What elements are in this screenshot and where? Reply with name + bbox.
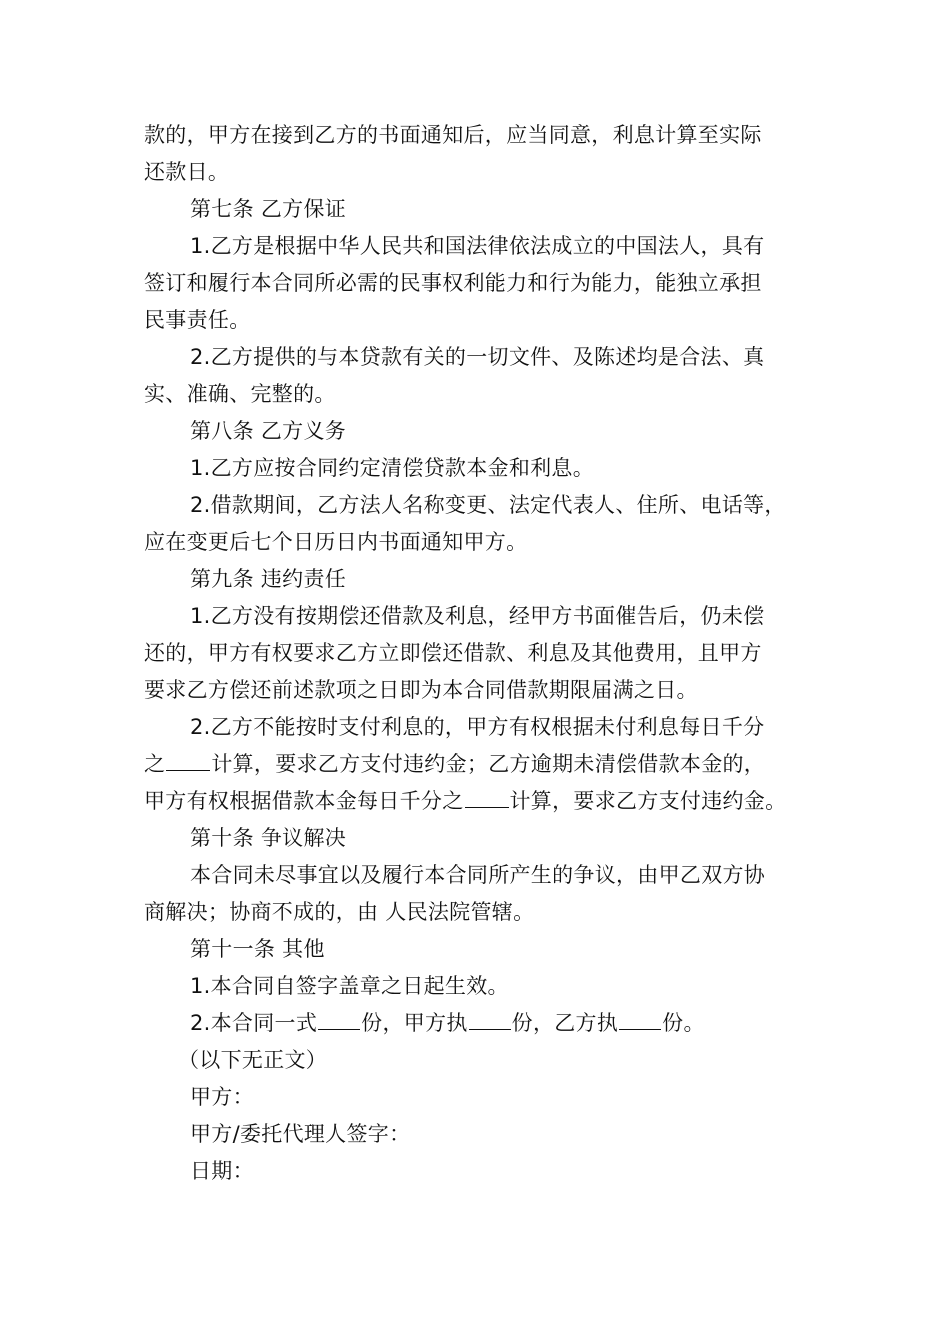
text-segment: 计算，要求乙方支付违约金。 — [509, 789, 787, 813]
text-line: 还款日。 — [144, 160, 230, 184]
article-heading: 第七条 乙方保证 — [190, 197, 347, 221]
text-line: （以下无正文） — [178, 1048, 328, 1072]
text-line: 应在变更后七个日历日内书面通知甲方。 — [144, 530, 528, 554]
text-line: 民事责任。 — [144, 308, 251, 332]
text-segment: 甲方有权根据借款本金每日千分之 — [144, 789, 464, 813]
fill-in-blank — [166, 750, 210, 771]
text-line-with-blank — [190, 1009, 705, 1039]
text-line-with-blank — [144, 750, 765, 780]
text-line: 本合同未尽事宜以及履行本合同所产生的争议，由甲乙双方协 — [190, 863, 766, 887]
date-label: 日期： — [190, 1159, 254, 1183]
article-heading: 第八条 乙方义务 — [190, 419, 347, 443]
text-line: 1.本合同自签字盖章之日起生效。 — [190, 974, 509, 998]
text-line: 还的，甲方有权要求乙方立即偿还借款、利息及其他费用，且甲方 — [144, 641, 762, 665]
article-heading: 第十一条 其他 — [190, 937, 325, 961]
fill-in-blank — [469, 1009, 511, 1030]
text-segment: 份，甲方执 — [361, 1011, 468, 1035]
signature-label: 甲方/委托代理人签字： — [190, 1122, 411, 1146]
text-line: 签订和履行本合同所必需的民事权利能力和行为能力，能独立承担 — [144, 271, 762, 295]
text-line: 1.乙方是根据中华人民共和国法律依法成立的中国法人，具有 — [190, 234, 765, 258]
text-line: 2.乙方不能按时支付利息的，甲方有权根据未付利息每日千分 — [190, 715, 765, 739]
text-line: 1.乙方没有按期偿还借款及利息，经甲方书面催告后，仍未偿 — [190, 604, 765, 628]
fill-in-blank — [318, 1009, 360, 1030]
fill-in-blank — [465, 787, 509, 808]
article-heading: 第九条 违约责任 — [190, 567, 347, 591]
text-line: 款的，甲方在接到乙方的书面通知后，应当同意，利息计算至实际 — [144, 123, 762, 147]
text-segment: 之 — [144, 752, 166, 776]
text-segment: 2.本合同一式 — [190, 1011, 318, 1035]
text-line: 1.乙方应按合同约定清偿贷款本金和利息。 — [190, 456, 595, 480]
text-line: 商解决；协商不成的，由 人民法院管辖。 — [144, 900, 535, 924]
text-segment: 份。 — [662, 1011, 705, 1035]
text-line: 实、准确、完整的。 — [144, 382, 336, 406]
signature-label: 甲方： — [190, 1085, 254, 1109]
text-line: 要求乙方偿还前述款项之日即为本合同借款期限届满之日。 — [144, 678, 698, 702]
text-line-with-blank — [144, 787, 786, 817]
text-segment: 份，乙方执 — [511, 1011, 619, 1035]
text-line: 2.借款期间，乙方法人名称变更、法定代表人、住所、电话等， — [190, 493, 786, 517]
text-segment: 计算，要求乙方支付违约金；乙方逾期未清偿借款本金的， — [211, 752, 766, 776]
fill-in-blank — [619, 1009, 661, 1030]
article-heading: 第十条 争议解决 — [190, 826, 347, 850]
text-line: 2.乙方提供的与本贷款有关的一切文件、及陈述均是合法、真 — [190, 345, 765, 369]
